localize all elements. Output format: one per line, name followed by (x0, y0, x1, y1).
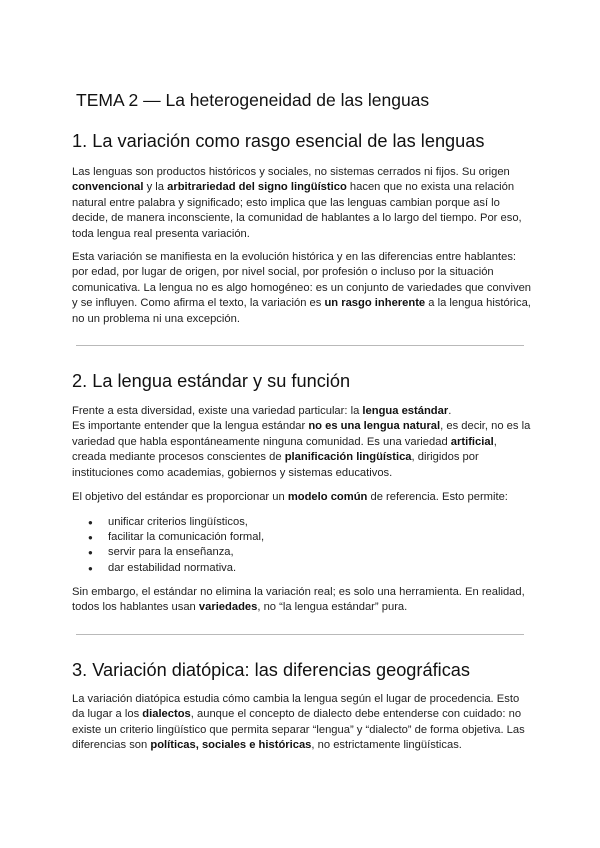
section-2-paragraph-1: Frente a esta diversidad, existe una variedad particular: la lengua estándar. Es importante entender que la lengua estándar no es una lengua natural, es decir, no es la variedad que habla espontáneamente ninguna comunidad. Es una variedad artificial, creada mediante procesos conscientes de planificación lingüística, dirigidos por instituciones como academias, gobiernos y sistemas educativos. (72, 405, 531, 479)
bullet-list (88, 515, 264, 576)
section-2-paragraph-3: Sin embargo, el estándar no elimina la variación real; es solo una herramienta. En realidad, todos los hablantes usan variedades, no “la lengua estándar” pura. (72, 586, 525, 614)
list-item: ● facilitar la comunicación formal, (88, 530, 264, 545)
section-1-heading: 1. La variación como rasgo esencial de las lenguas (72, 131, 485, 151)
list-item: ● dar estabilidad normativa. (88, 561, 264, 576)
section-3-heading: 3. Variación diatópica: las diferencias geográficas (72, 660, 470, 680)
document-title: TEMA 2 — La heterogeneidad de las lenguas (76, 90, 430, 110)
section-3-paragraph-1: La variación diatópica estudia cómo cambia la lengua según el lugar de procedencia. Esto da lugar a los dialectos, aunque el concepto de dialecto debe entenderse con cuidado: no existe un criterio lingüístico que permita separar “lengua” y “dialecto” de forma objetiva. Las diferencias son políticas, sociales e históricas, no estrictamente lingüísticas. (72, 693, 525, 752)
section-2-heading: 2. La lengua estándar y su función (72, 371, 351, 391)
section-divider (76, 345, 524, 346)
list-item: ● servir para la enseñanza, (88, 545, 264, 560)
section-1-paragraph-2: Esta variación se manifiesta en la evolución histórica y en las diferencias entre hablantes: por edad, por lugar de origen, por nivel social, por profesión o incluso por la situación comunicativa. La lengua no es algo homogéneo: es un conjunto de variedades que conviven y se influyen. Como afirma el texto, la variación es un rasgo inherente a la lengua histórica, no un problema ni una excepción. (72, 251, 532, 325)
list-item: ● unificar criterios lingüísticos, (88, 515, 264, 530)
section-2-paragraph-2: El objetivo del estándar es proporcionar un modelo común de referencia. Esto permite: (72, 491, 508, 503)
section-divider (76, 634, 524, 635)
section-1-paragraph-1: Las lenguas son productos históricos y sociales, no sistemas cerrados ni fijos. Su origen convencional y la arbitrariedad del signo lingüístico hacen que no exista una relación natural entre palabra y significado; esto implica que las lenguas cambian porque así lo decide, de manera inconsciente, la comunidad de hablantes a lo largo del tiempo. Por eso, toda lengua real presenta variación. (72, 166, 522, 240)
